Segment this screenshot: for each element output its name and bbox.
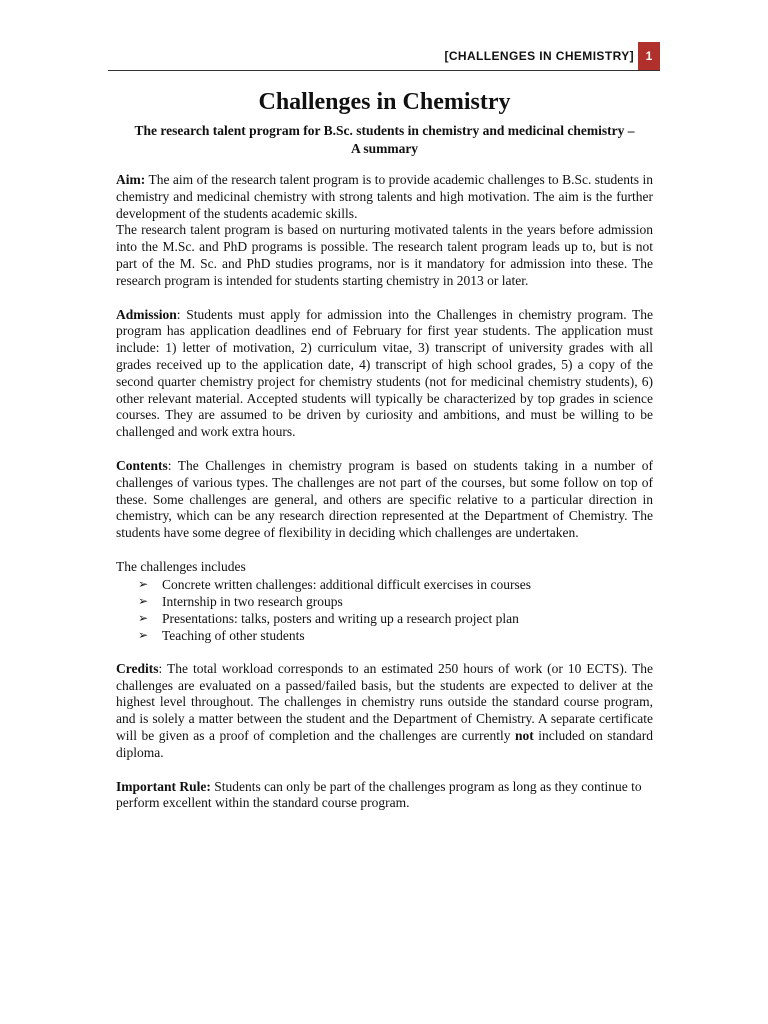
document-body bbox=[116, 88, 653, 812]
list-item bbox=[138, 627, 653, 644]
credits-label: Credits bbox=[116, 660, 159, 676]
important-rule-paragraph bbox=[116, 779, 653, 813]
list-item bbox=[138, 610, 653, 627]
list-item bbox=[138, 576, 653, 593]
list-item-text: Teaching of other students bbox=[162, 627, 305, 643]
aim-paragraph bbox=[116, 172, 653, 222]
page-number-badge: 1 bbox=[638, 42, 660, 70]
credits-emphasis: not bbox=[514, 727, 534, 743]
credits-paragraph bbox=[116, 661, 653, 762]
credits-text-end: included on standard diploma. bbox=[116, 727, 653, 760]
list-item-text: Presentations: talks, posters and writing up a research project plan bbox=[162, 610, 519, 626]
arrow-bullet-icon: ➢ bbox=[138, 627, 149, 642]
document-subtitle: The research talent program for B.Sc. students in chemistry and medicinal chemistry – A summary bbox=[134, 123, 635, 156]
admission-paragraph bbox=[116, 307, 653, 441]
arrow-bullet-icon: ➢ bbox=[138, 576, 149, 591]
contents-label: Contents bbox=[116, 457, 168, 473]
running-header bbox=[108, 42, 660, 71]
contents-text: : The Challenges in chemistry program is based on students taking in a number of challenges of various types. The challenges are not part of the courses, but some follow on top of these. Some challenges are general, and others are specific relative to a particular direction in chemistry, which can be any research direction represented at the Department of Chemistry. The students have some degree of flexibility in deciding which challenges are undertaken. bbox=[116, 457, 653, 541]
challenges-intro: The challenges includes bbox=[116, 558, 246, 574]
admission-text: : Students must apply for admission into the Challenges in chemistry program. The program has application deadlines end of February for first year students. The application must include: 1) letter of motivation, 2) curriculum vitae, 3) transcript of university grades with all grades received up to the application date, 4) transcript of high school grades, 5) a copy of the second quarter chemistry project for chemistry students (not for medicinal chemistry students), 6) other relevant material. Accepted students will typically be characterized by top grades in science courses. They are assumed to be driven by curiosity and ambitions, and must be willing to be challenged and work extra hours. bbox=[116, 306, 653, 440]
arrow-bullet-icon: ➢ bbox=[138, 610, 149, 625]
list-item-text: Concrete written challenges: additional difficult exercises in courses bbox=[162, 576, 532, 592]
list-item bbox=[138, 593, 653, 610]
document-title: Challenges in Chemistry bbox=[258, 89, 511, 115]
aim-label: Aim: bbox=[116, 172, 146, 187]
admission-label: Admission bbox=[116, 306, 177, 322]
arrow-bullet-icon: ➢ bbox=[138, 593, 149, 608]
challenges-list bbox=[116, 576, 653, 644]
credits-text: : The total workload corresponds to an estimated 250 hours of work (or 10 ECTS). The challenges are evaluated on a passed/failed basis, but the students are expected to deliver at the highest level throughout. The challenges in chemistry runs outside the standard course program, and is solely a matter between the student and the Department of Chemistry. A separate certificate will be given as a proof of completion and the challenges are currently bbox=[116, 660, 653, 743]
important-rule-text: Students can only be part of the challenges program as long as they continue to perform excellent within the standard course program. bbox=[116, 778, 642, 811]
list-item-text: Internship in two research groups bbox=[162, 593, 343, 609]
contents-paragraph bbox=[116, 458, 653, 542]
running-header-title: [CHALLENGES IN CHEMISTRY] bbox=[444, 49, 634, 63]
aim-text: The aim of the research talent program is to provide academic challenges to B.Sc. students in chemistry and medicinal chemistry with strong talents and high motivation. The aim is the further development of the students academic skills. bbox=[116, 172, 653, 221]
important-rule-label: Important Rule: bbox=[116, 778, 211, 794]
aim-paragraph-continued: The research talent program is based on nurturing motivated talents in the years before admission into the M.Sc. and PhD programs is possible. The research talent program leads up to, but is not part of the M. Sc. and PhD studies programs, nor is it mandatory for admission into these. The research program is intended for students starting chemistry in 2013 or later. bbox=[116, 222, 653, 288]
